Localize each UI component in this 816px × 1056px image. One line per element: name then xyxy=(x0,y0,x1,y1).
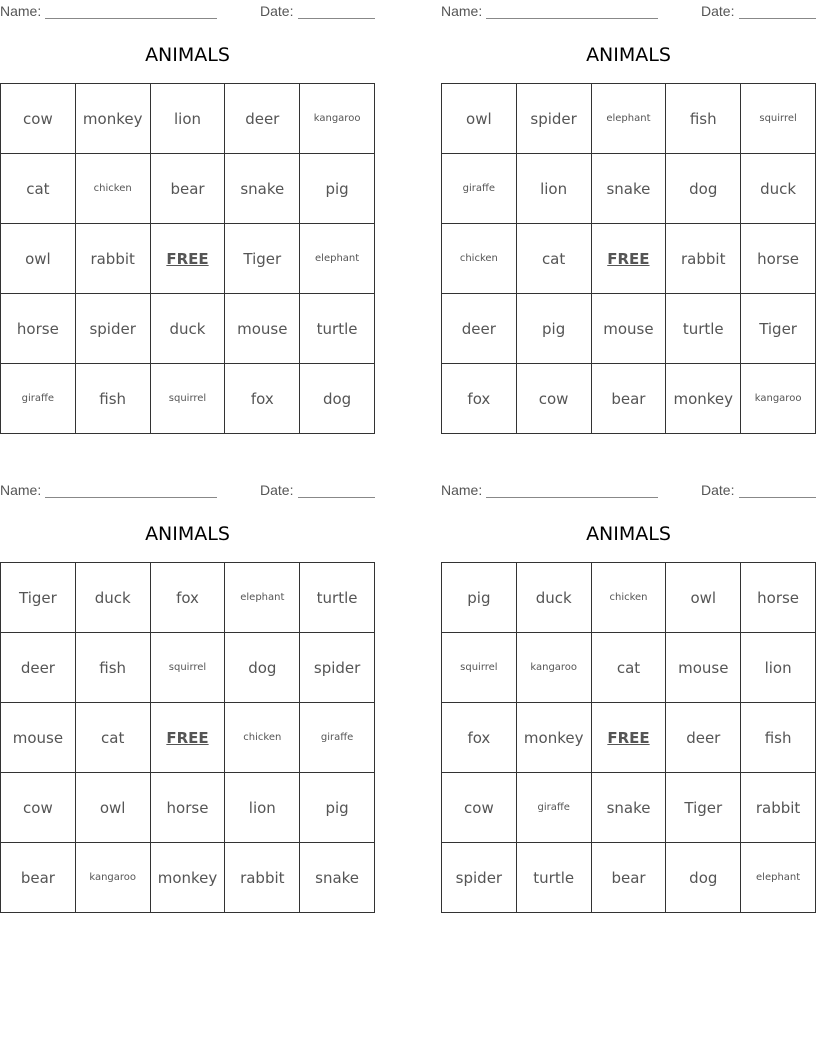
bingo-cell: Tiger xyxy=(225,224,300,294)
grid-row xyxy=(442,84,816,154)
bingo-cell: pig xyxy=(442,563,517,633)
bingo-cell: turtle xyxy=(666,294,741,364)
bingo-cell: kangaroo xyxy=(75,843,150,913)
bingo-cell: lion xyxy=(150,84,225,154)
grid-row xyxy=(1,224,375,294)
bingo-cell: giraffe xyxy=(516,773,591,843)
bingo-cell: snake xyxy=(591,773,666,843)
bingo-cell: duck xyxy=(516,563,591,633)
name-line xyxy=(45,18,217,19)
bingo-cell: chicken xyxy=(75,154,150,224)
bingo-cell: kangaroo xyxy=(741,364,816,434)
bingo-cell: turtle xyxy=(300,563,375,633)
free-space-cell: FREE xyxy=(150,703,225,773)
grid-row xyxy=(1,294,375,364)
bingo-cell: spider xyxy=(516,84,591,154)
bingo-cell: deer xyxy=(442,294,517,364)
bingo-cell: fish xyxy=(75,633,150,703)
grid-row xyxy=(1,154,375,224)
bingo-cell: horse xyxy=(150,773,225,843)
grid-row xyxy=(442,773,816,843)
name-date-header xyxy=(441,482,816,498)
bingo-cell: kangaroo xyxy=(300,84,375,154)
card-title: ANIMALS xyxy=(586,523,671,545)
bingo-cell: fish xyxy=(741,703,816,773)
bingo-cell: spider xyxy=(442,843,517,913)
bingo-cell: cat xyxy=(591,633,666,703)
grid-row xyxy=(442,294,816,364)
bingo-cell: squirrel xyxy=(442,633,517,703)
grid-row xyxy=(442,224,816,294)
name-line xyxy=(486,497,658,498)
bingo-cell: cat xyxy=(1,154,76,224)
bingo-cell: cow xyxy=(1,84,76,154)
bingo-cell: bear xyxy=(591,364,666,434)
name-label: Name: xyxy=(0,482,42,498)
bingo-card-1 xyxy=(0,0,375,435)
bingo-cell: Tiger xyxy=(666,773,741,843)
bingo-cell: duck xyxy=(75,563,150,633)
date-line xyxy=(298,497,375,498)
date-label: Date: xyxy=(260,482,294,498)
bingo-cell: owl xyxy=(442,84,517,154)
date-label: Date: xyxy=(260,3,294,19)
bingo-cell: deer xyxy=(666,703,741,773)
bingo-cell: lion xyxy=(516,154,591,224)
grid-row xyxy=(442,563,816,633)
card-title: ANIMALS xyxy=(145,523,230,545)
grid-row xyxy=(1,773,375,843)
bingo-cell: lion xyxy=(225,773,300,843)
grid-row xyxy=(1,843,375,913)
bingo-cell: chicken xyxy=(442,224,517,294)
bingo-cell: chicken xyxy=(225,703,300,773)
grid-row xyxy=(1,563,375,633)
bingo-cell: rabbit xyxy=(75,224,150,294)
bingo-cell: chicken xyxy=(591,563,666,633)
bingo-cell: turtle xyxy=(300,294,375,364)
bingo-cell: rabbit xyxy=(741,773,816,843)
bingo-cell: deer xyxy=(225,84,300,154)
bingo-cell: fox xyxy=(442,364,517,434)
bingo-cell: elephant xyxy=(591,84,666,154)
bingo-cell: deer xyxy=(1,633,76,703)
bingo-cell: cat xyxy=(516,224,591,294)
bingo-cell: dog xyxy=(666,154,741,224)
bingo-grid xyxy=(441,562,816,913)
bingo-grid xyxy=(0,562,375,913)
bingo-cell: snake xyxy=(591,154,666,224)
bingo-cell: dog xyxy=(225,633,300,703)
bingo-cell: turtle xyxy=(516,843,591,913)
name-line xyxy=(45,497,217,498)
bingo-cell: fox xyxy=(225,364,300,434)
bingo-cell: squirrel xyxy=(741,84,816,154)
bingo-cell: duck xyxy=(150,294,225,364)
grid-row xyxy=(1,633,375,703)
bingo-cell: snake xyxy=(225,154,300,224)
bingo-cell: mouse xyxy=(591,294,666,364)
date-line xyxy=(298,18,375,19)
bingo-cell: monkey xyxy=(150,843,225,913)
bingo-cell: horse xyxy=(741,563,816,633)
grid-row xyxy=(442,154,816,224)
grid-row xyxy=(1,703,375,773)
card-title: ANIMALS xyxy=(145,44,230,66)
bingo-card-3 xyxy=(0,479,375,914)
bingo-cell: spider xyxy=(300,633,375,703)
free-space-cell: FREE xyxy=(150,224,225,294)
bingo-cell: monkey xyxy=(75,84,150,154)
bingo-cell: lion xyxy=(741,633,816,703)
bingo-cell: bear xyxy=(150,154,225,224)
bingo-grid xyxy=(0,83,375,434)
date-label: Date: xyxy=(701,482,735,498)
bingo-cell: mouse xyxy=(225,294,300,364)
bingo-cell: rabbit xyxy=(666,224,741,294)
bingo-cell: owl xyxy=(666,563,741,633)
bingo-cell: fish xyxy=(666,84,741,154)
bingo-cell: Tiger xyxy=(1,563,76,633)
grid-row xyxy=(442,633,816,703)
bingo-cell: mouse xyxy=(666,633,741,703)
bingo-cell: giraffe xyxy=(1,364,76,434)
grid-row xyxy=(442,843,816,913)
name-date-header xyxy=(0,3,375,19)
name-label: Name: xyxy=(0,3,42,19)
bingo-cell: cow xyxy=(516,364,591,434)
bingo-cell: monkey xyxy=(666,364,741,434)
bingo-cell: cow xyxy=(1,773,76,843)
bingo-cell: Tiger xyxy=(741,294,816,364)
bingo-cell: monkey xyxy=(516,703,591,773)
name-date-header xyxy=(0,482,375,498)
card-title: ANIMALS xyxy=(586,44,671,66)
bingo-cell: pig xyxy=(300,773,375,843)
bingo-cell: duck xyxy=(741,154,816,224)
bingo-cell: dog xyxy=(300,364,375,434)
bingo-cell: fox xyxy=(442,703,517,773)
bingo-cell: squirrel xyxy=(150,633,225,703)
bingo-cell: squirrel xyxy=(150,364,225,434)
bingo-cell: fox xyxy=(150,563,225,633)
grid-row xyxy=(442,364,816,434)
bingo-cell: fish xyxy=(75,364,150,434)
bingo-cell: elephant xyxy=(300,224,375,294)
name-date-header xyxy=(441,3,816,19)
date-line xyxy=(739,18,816,19)
bingo-cell: bear xyxy=(591,843,666,913)
bingo-cell: pig xyxy=(300,154,375,224)
bingo-cell: owl xyxy=(1,224,76,294)
free-space-cell: FREE xyxy=(591,703,666,773)
grid-row xyxy=(1,84,375,154)
bingo-cell: cat xyxy=(75,703,150,773)
free-space-cell: FREE xyxy=(591,224,666,294)
bingo-card-2 xyxy=(441,0,816,435)
bingo-grid xyxy=(441,83,816,434)
grid-row xyxy=(442,703,816,773)
bingo-cell: horse xyxy=(741,224,816,294)
bingo-cell: owl xyxy=(75,773,150,843)
date-label: Date: xyxy=(701,3,735,19)
bingo-card-4 xyxy=(441,479,816,914)
bingo-cell: cow xyxy=(442,773,517,843)
bingo-cell: spider xyxy=(75,294,150,364)
bingo-cell: elephant xyxy=(741,843,816,913)
name-label: Name: xyxy=(441,482,483,498)
bingo-cell: mouse xyxy=(1,703,76,773)
bingo-cell: rabbit xyxy=(225,843,300,913)
name-label: Name: xyxy=(441,3,483,19)
grid-row xyxy=(1,364,375,434)
name-line xyxy=(486,18,658,19)
bingo-cell: elephant xyxy=(225,563,300,633)
date-line xyxy=(739,497,816,498)
bingo-cell: horse xyxy=(1,294,76,364)
bingo-cell: bear xyxy=(1,843,76,913)
bingo-cell: snake xyxy=(300,843,375,913)
bingo-cell: dog xyxy=(666,843,741,913)
bingo-cell: giraffe xyxy=(442,154,517,224)
bingo-cell: giraffe xyxy=(300,703,375,773)
bingo-cell: kangaroo xyxy=(516,633,591,703)
bingo-cell: pig xyxy=(516,294,591,364)
